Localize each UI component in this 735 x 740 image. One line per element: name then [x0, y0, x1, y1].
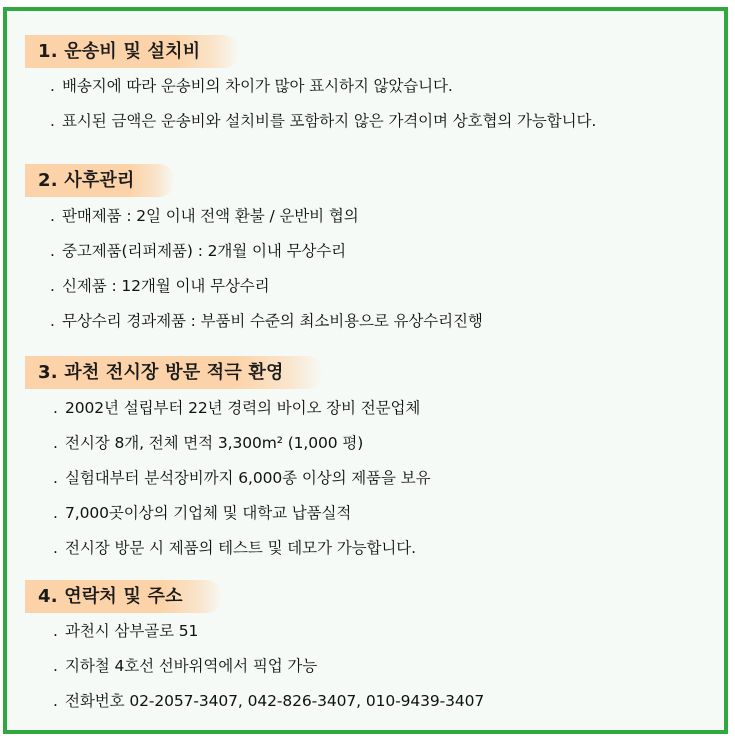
section-title: 3. 과천 전시장 방문 적극 환영	[25, 356, 324, 389]
list-item	[53, 684, 715, 719]
bullet: .	[53, 469, 58, 487]
bullet: .	[50, 277, 55, 295]
bullet: .	[50, 207, 55, 225]
list-item	[50, 69, 715, 104]
section-title: 4. 연락처 및 주소	[25, 580, 223, 613]
list-item	[50, 269, 715, 304]
list-item	[50, 234, 715, 269]
bullet: .	[50, 77, 55, 95]
section-title: 1. 운송비 및 설치비	[25, 35, 240, 68]
item-text: 중고제품(리퍼제품) : 2개월 이내 무상수리	[62, 242, 347, 260]
bullet: .	[50, 112, 55, 130]
list-item	[53, 649, 715, 684]
list-item	[53, 391, 715, 426]
list-item	[50, 199, 715, 234]
list-item	[53, 426, 715, 461]
item-text: 무상수리 경과제품 : 부품비 수준의 최소비용으로 유상수리진행	[62, 312, 483, 330]
list-item	[53, 461, 715, 496]
item-text: 2002년 설립부터 22년 경력의 바이오 장비 전문업체	[65, 399, 421, 417]
info-panel	[3, 7, 728, 734]
bullet: .	[53, 657, 58, 675]
bullet: .	[53, 692, 58, 710]
bullet: .	[53, 399, 58, 417]
item-text: 실험대부터 분석장비까지 6,000종 이상의 제품을 보유	[65, 469, 431, 487]
item-list	[53, 614, 715, 719]
section-title: 2. 사후관리	[25, 164, 175, 197]
list-item	[50, 304, 715, 339]
item-text: 전시장 방문 시 제품의 테스트 및 데모가 가능합니다.	[65, 539, 416, 557]
bullet: .	[50, 242, 55, 260]
item-text: 과천시 삼부골로 51	[65, 622, 199, 640]
item-text: 지하철 4호선 선바위역에서 픽업 가능	[65, 657, 318, 675]
section-showroom	[25, 356, 715, 566]
section-contact	[25, 580, 715, 719]
section-shipping	[25, 35, 715, 139]
item-text: 판매제품 : 2일 이내 전액 환불 / 운반비 협의	[62, 207, 359, 225]
item-list	[53, 391, 715, 566]
item-text: 7,000곳이상의 기업체 및 대학교 납품실적	[65, 504, 352, 522]
item-text: 표시된 금액은 운송비와 설치비를 포함하지 않은 가격이며 상호협의 가능합니다.	[62, 112, 597, 130]
item-text: 전화번호 02-2057-3407, 042-826-3407, 010-9439-3407	[65, 692, 485, 710]
bullet: .	[53, 504, 58, 522]
bullet: .	[53, 622, 58, 640]
item-list	[50, 69, 715, 139]
section-after-service	[25, 164, 715, 339]
item-text: 신제품 : 12개월 이내 무상수리	[62, 277, 270, 295]
list-item	[53, 531, 715, 566]
list-item	[53, 496, 715, 531]
item-text: 배송지에 따라 운송비의 차이가 많아 표시하지 않았습니다.	[62, 77, 453, 95]
bullet: .	[50, 312, 55, 330]
bullet: .	[53, 539, 58, 557]
item-list	[50, 199, 715, 339]
item-text: 전시장 8개, 전체 면적 3,300m² (1,000 평)	[65, 434, 364, 452]
list-item	[50, 104, 715, 139]
list-item	[53, 614, 715, 649]
bullet: .	[53, 434, 58, 452]
